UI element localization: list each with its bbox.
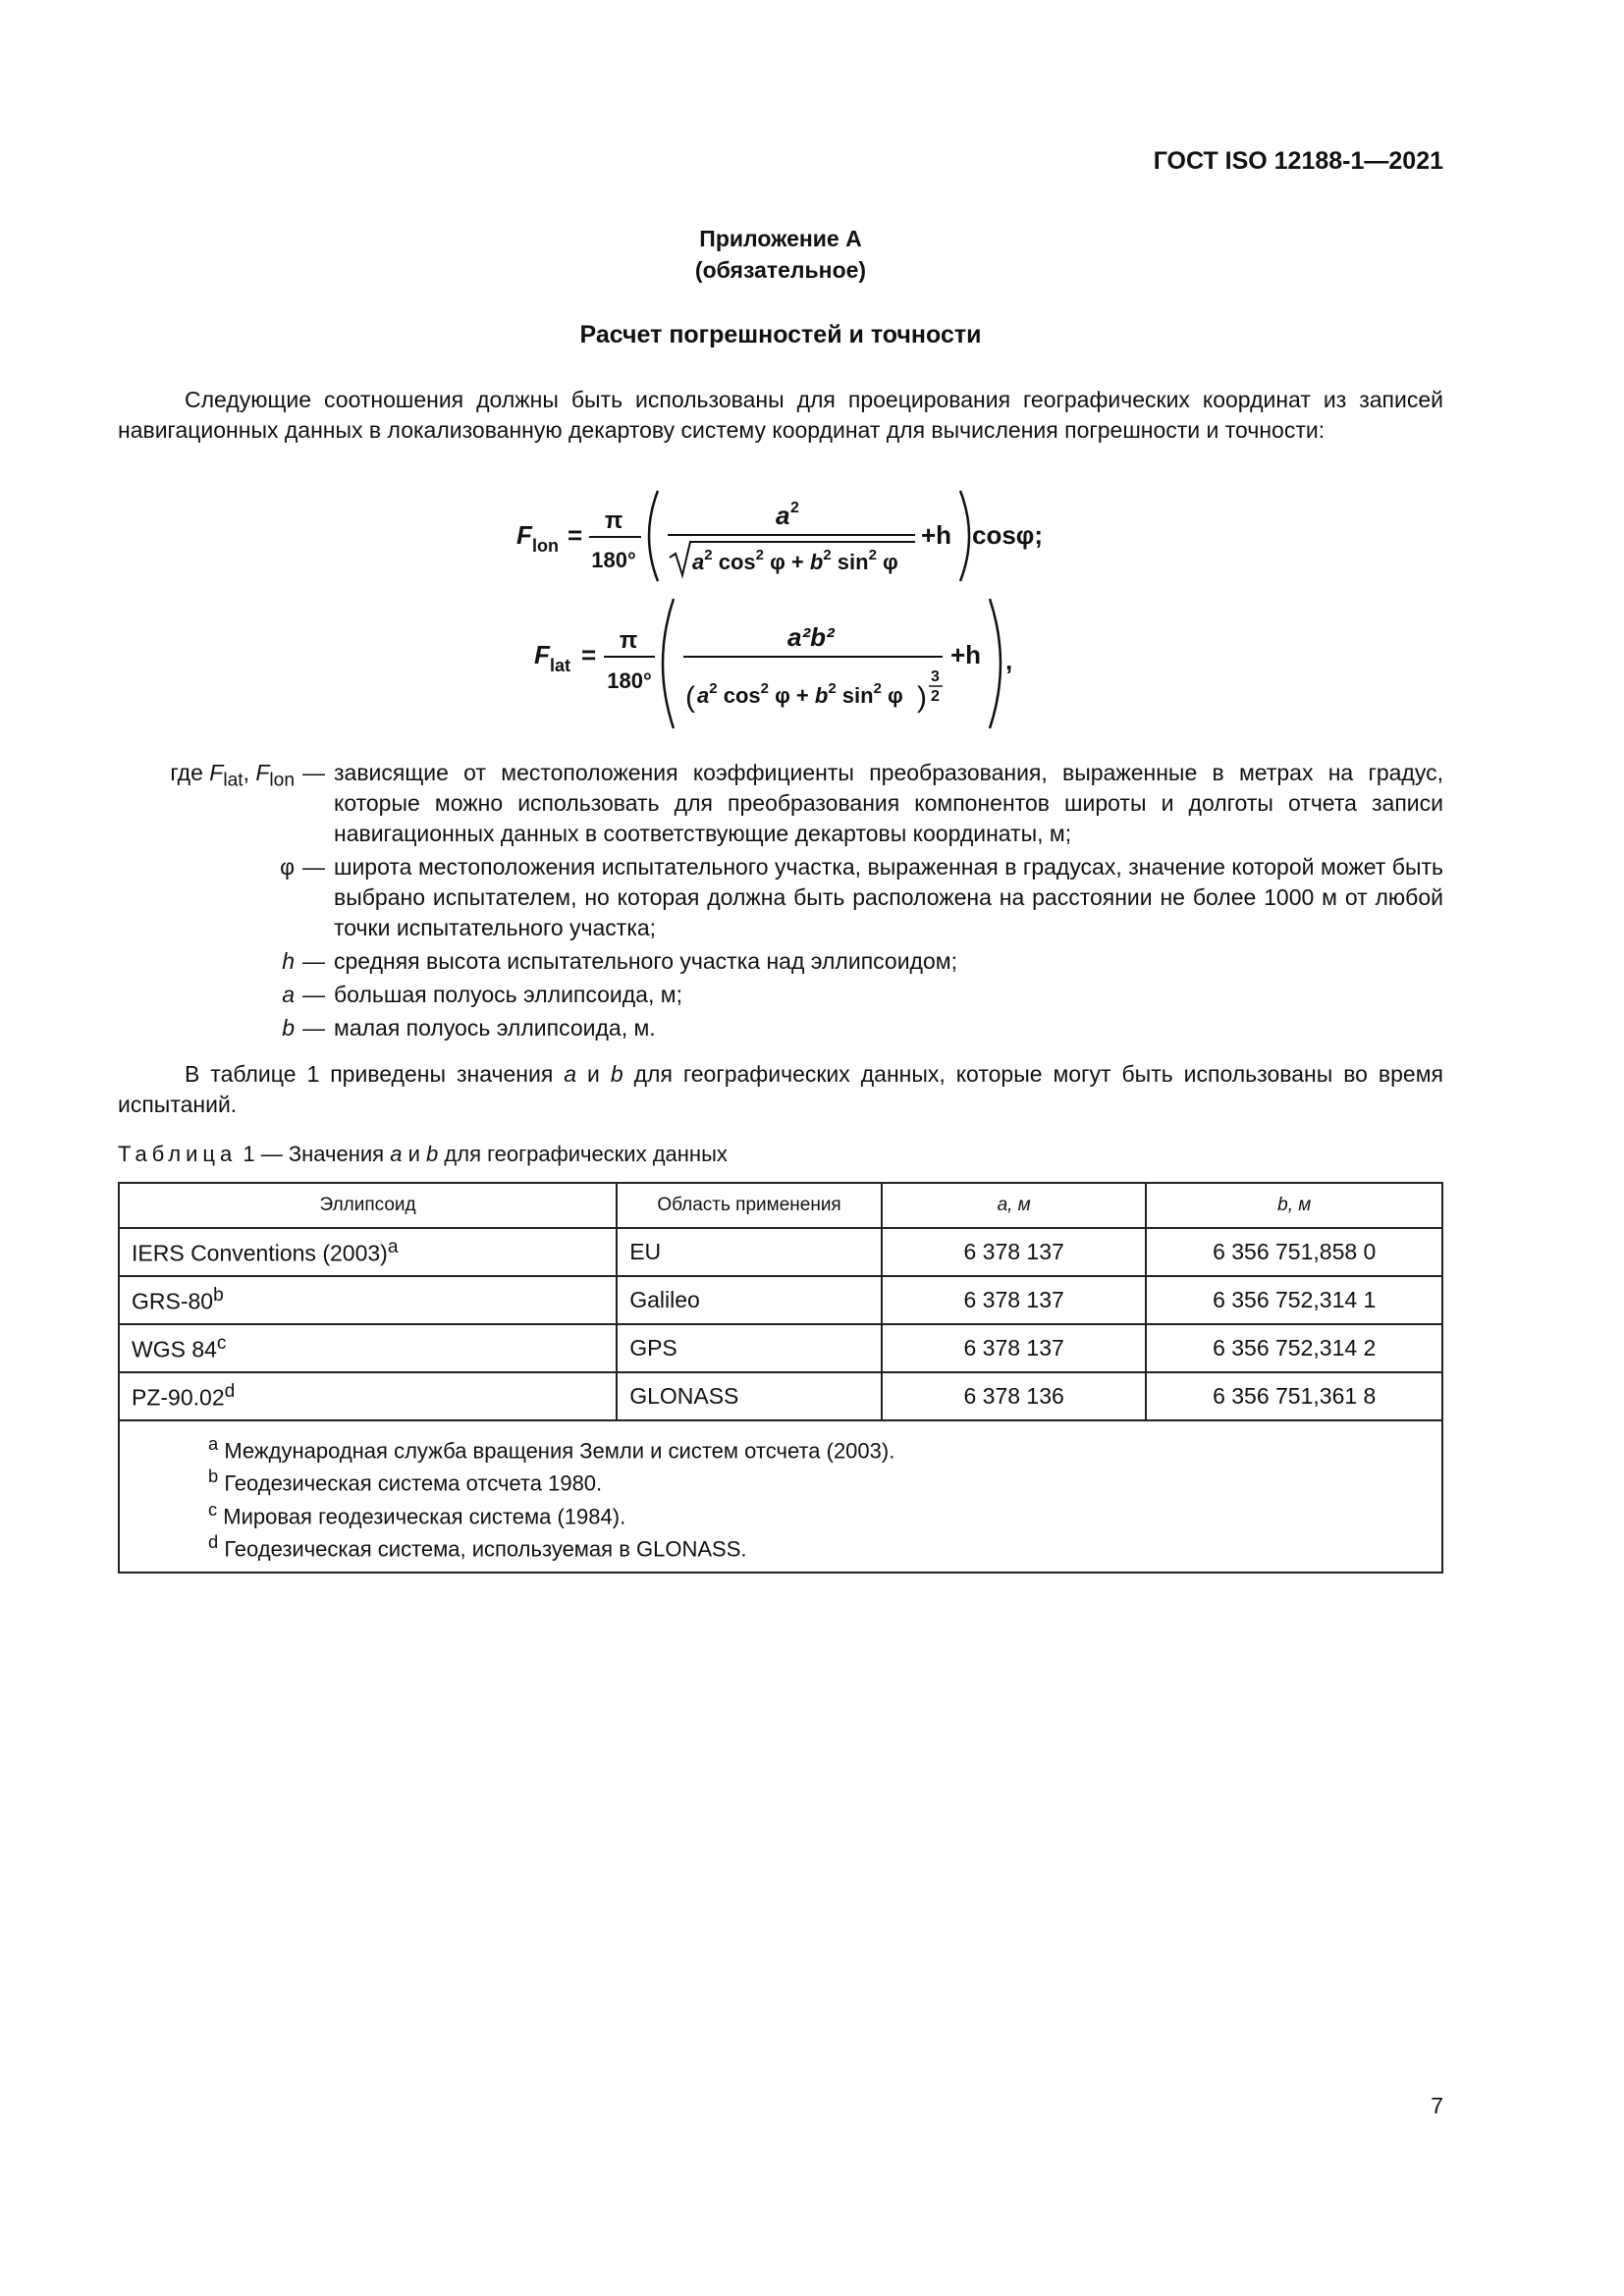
- svg-text:): ): [917, 681, 927, 714]
- plus-h-lon: +h: [921, 520, 952, 550]
- header-a: a, м: [882, 1183, 1147, 1228]
- section-title: Расчет погрешностей и точности: [579, 321, 982, 348]
- cell-ellipsoid: PZ-90.02$^d$: [119, 1372, 617, 1420]
- table-caption: Таблица 1 — Значения a и b для географических данных: [118, 1142, 728, 1166]
- footnote: $^d$ Геодезическая система, используемая в GLONASS.: [208, 1530, 747, 1562]
- footnote: $^c$ Мировая геодезическая система (1984).: [208, 1498, 626, 1528]
- a-squared-lon: a: [776, 501, 790, 530]
- definition-desc: зависящие от местоположения коэффициенты преобразования, выраженные в метрах на градус, которые можно использовать для преобразования компонентов широты и долготы отчета записи навигационных данных в соответствующие декартовы координаты, м;: [334, 760, 1443, 846]
- table-row: [119, 1276, 1442, 1324]
- footnote: $^a$ Международная служба вращения Земли и систем отсчета (2003).: [208, 1433, 895, 1464]
- table-row: [119, 1228, 1442, 1276]
- definition-desc: средняя высота испытательного участка над эллипсоидом;: [334, 948, 957, 974]
- intro-paragraph: Следующие соотношения должны быть использованы для проецирования географических координат из записей навигационных данных в локализованную декартову систему координат для вычисления погрешности и точности:: [118, 387, 1443, 443]
- cell-a: 6 378 136: [882, 1372, 1147, 1420]
- definition-term: h: [282, 948, 295, 974]
- cell-area: EU: [617, 1228, 882, 1276]
- definition-h: h — средняя высота испытательного участка над эллипсоидом;: [116, 946, 1443, 977]
- definition-term: φ: [280, 854, 295, 880]
- f-lon-symbol: F: [516, 520, 532, 550]
- ab-squared: a²b²: [787, 622, 835, 652]
- header-ellipsoid: Эллипсоид: [119, 1183, 617, 1228]
- cell-area: Galileo: [617, 1276, 882, 1324]
- cell-b: 6 356 751,858 0: [1146, 1228, 1442, 1276]
- table-footnotes: [119, 1420, 1442, 1573]
- comma-lat: ,: [1005, 646, 1013, 675]
- footnote: $^b$ Геодезическая система отсчета 1980.: [208, 1466, 603, 1496]
- svg-text:=: =: [568, 520, 583, 550]
- table-footnotes-row: [119, 1420, 1442, 1573]
- cell-ellipsoid: GRS-80$^b$: [119, 1276, 617, 1324]
- definition-b: b — малая полуось эллипсоида, м.: [116, 1013, 1443, 1043]
- annex-title: Приложение А: [699, 226, 862, 251]
- page-number: 7: [1431, 2093, 1443, 2118]
- svg-text:a2 cos2 φ + b2 sin2 φ: $a^2$ $\cos^2 \varphi + b^2$ $\sin^2 \varphi$: [697, 680, 903, 708]
- f-lat-symbol: F: [534, 640, 550, 669]
- plus-h-lat: +h: [950, 640, 982, 669]
- cell-ellipsoid: WGS 84$^c$: [119, 1324, 617, 1372]
- svg-text:2: 2: [931, 688, 940, 705]
- definition-desc: большая полуось эллипсоида, м;: [334, 982, 682, 1007]
- header-b: b, м: [1146, 1183, 1442, 1228]
- deg-lon: 180°: [591, 548, 636, 572]
- cell-b: 6 356 752,314 1: [1146, 1276, 1442, 1324]
- svg-text:a2 cos2 φ + b2 sin2 φ: $a^2$ $\cos^2 \varphi + b^2$ $\sin^2 \varphi$: [692, 547, 898, 574]
- f-lon-sub: lon: [532, 536, 559, 556]
- formulas: [491, 489, 1080, 734]
- table-row: [119, 1324, 1442, 1372]
- definition-term: a: [282, 982, 295, 1007]
- definition-desc: широта местоположения испытательного участка, выраженная в градусах, значение которой может быть выбрано испытателем, но которая должна быть расположена на расстоянии не более 1000 м от любой точки испытательного участка;: [334, 854, 1443, 940]
- ellipsoid-table: [118, 1182, 1443, 1574]
- cell-b: 6 356 751,361 8: [1146, 1372, 1442, 1420]
- cos-phi: cosφ;: [972, 520, 1044, 550]
- table-intro-paragraph: В таблице 1 приведены значения a и b для географических данных, которые могут быть использованы во время испытаний.: [118, 1061, 1443, 1117]
- cell-area: GLONASS: [617, 1372, 882, 1420]
- cell-area: GPS: [617, 1324, 882, 1372]
- definition-phi: φ — широта местоположения испытательного участка, выраженная в градусах, значение которой может быть выбрано испытателем, но которая должна быть расположена на расстоянии не более 1000 м от любой точки испытательного участка;: [116, 852, 1443, 943]
- deg-lat: 180°: [607, 668, 652, 693]
- cell-b: 6 356 752,314 2: [1146, 1324, 1442, 1372]
- cell-ellipsoid: IERS Conventions $(2003)^a$: [119, 1228, 617, 1276]
- standard-header: ГОСТ ISO 12188-1—2021: [1153, 147, 1443, 175]
- header-area: Область применения: [617, 1183, 882, 1228]
- definition-f-lat-lon: где $F_{lat}$, $F_{lon}$ — зависящие от местоположения коэффициенты преобразования, выраженные в метрах на градус, которые можно использовать для преобразования компонентов широты и долготы отчета записи навигационных данных в соответствующие декартовы координаты, м;: [116, 758, 1443, 849]
- definition-term: где $F_{lat}$, $F_{lon}$: [170, 760, 295, 791]
- cell-a: 6 378 137: [882, 1276, 1147, 1324]
- table-header-row: [119, 1183, 1442, 1228]
- pi-lat: π: [619, 627, 638, 654]
- table-row: [119, 1372, 1442, 1420]
- svg-text:(: (: [685, 681, 695, 714]
- pi-lon: π: [604, 507, 623, 534]
- svg-text:=: =: [581, 640, 597, 669]
- cell-a: 6 378 137: [882, 1324, 1147, 1372]
- definition-term: b: [282, 1015, 295, 1041]
- definition-desc: малая полуось эллипсоида, м.: [334, 1015, 656, 1041]
- cell-a: 6 378 137: [882, 1228, 1147, 1276]
- definitions-list: [116, 758, 1443, 1046]
- svg-text:2: 2: [790, 500, 799, 516]
- annex-status: (обязательное): [694, 257, 867, 283]
- svg-text:3: 3: [931, 668, 940, 685]
- definition-a: a — большая полуось эллипсоида, м;: [116, 980, 1443, 1010]
- f-lat-sub: lat: [550, 656, 571, 675]
